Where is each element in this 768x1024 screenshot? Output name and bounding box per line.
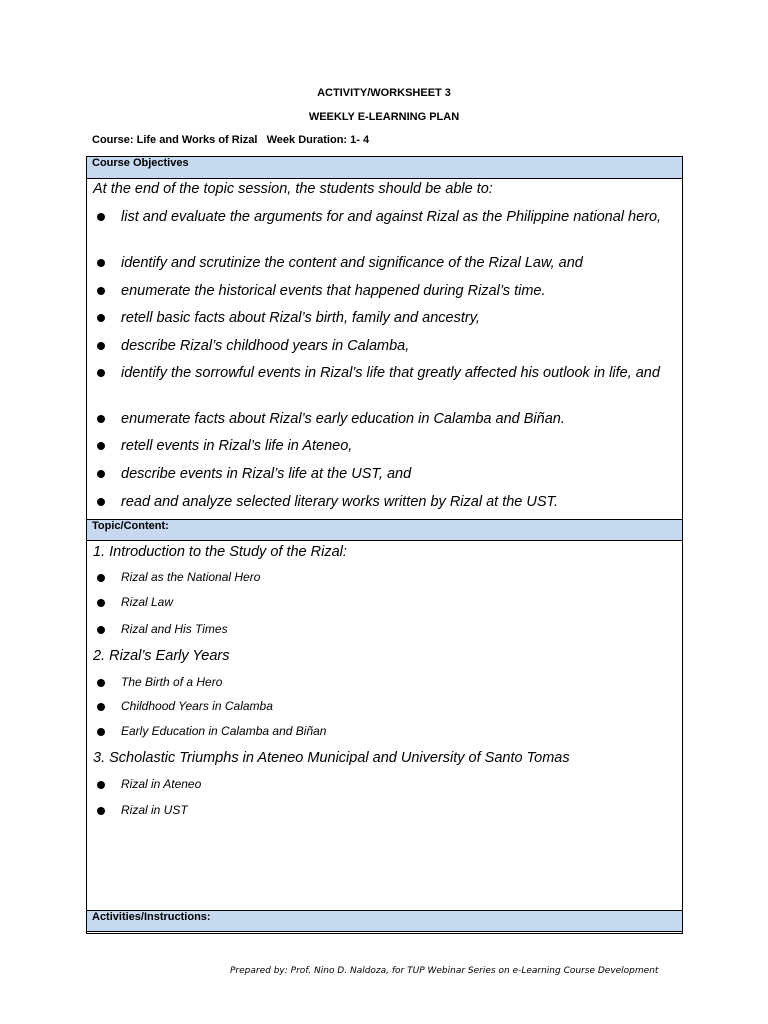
objective-item: identify the sorrowful events in Rizal’s life that greatly affected his outlook in life, and (94, 364, 674, 382)
course-objectives-heading: Course Objectives (87, 157, 682, 179)
bullet-icon (97, 599, 105, 607)
bullet-icon (97, 259, 105, 267)
worksheet-title: ACTIVITY/WORKSHEET 3 (317, 87, 451, 99)
topic-section-title: 2. Rizal’s Early Years (93, 648, 230, 664)
activities-heading: Activities/Instructions: (87, 910, 682, 932)
footer-credit: Prepared by: Prof. Nino D. Naldoza, for TUP Webinar Series on e-Learning Course Development (230, 966, 659, 976)
bullet-icon (97, 626, 105, 634)
bullet-icon (97, 415, 105, 423)
course-line: Course: Life and Works of Rizal Week Duration: 1- 4 (92, 134, 370, 146)
objective-item: read and analyze selected literary works written by Rizal at the UST. (94, 493, 674, 511)
topic-item: Childhood Years in Calamba (94, 699, 273, 713)
bullet-icon (97, 342, 105, 350)
topic-item: Rizal Law (94, 595, 173, 609)
bullet-icon (97, 781, 105, 789)
bullet-icon (97, 679, 105, 687)
topic-item: The Birth of a Hero (94, 675, 222, 689)
bullet-icon (97, 314, 105, 322)
topic-item: Rizal in Ateneo (94, 777, 201, 791)
bullet-icon (97, 470, 105, 478)
topic-item: Rizal in UST (94, 803, 188, 817)
objectives-intro: At the end of the topic session, the students should be able to: (93, 181, 493, 197)
objective-item: list and evaluate the arguments for and against Rizal as the Philippine national hero, (94, 208, 674, 226)
objective-item: describe Rizal’s childhood years in Calamba, (94, 337, 674, 355)
plan-table (86, 156, 683, 934)
topic-item: Early Education in Calamba and Biñan (94, 724, 326, 738)
objective-item: retell basic facts about Rizal’s birth, family and ancestry, (94, 309, 674, 327)
bullet-icon (97, 213, 105, 221)
topic-item: Rizal and His Times (94, 622, 228, 636)
objective-item: enumerate facts about Rizal’s early education in Calamba and Biñan. (94, 410, 674, 428)
topic-section-title: 1. Introduction to the Study of the Rizal: (93, 544, 347, 560)
bullet-icon (97, 498, 105, 506)
topic-content-heading: Topic/Content: (87, 519, 682, 541)
bullet-icon (97, 728, 105, 736)
objective-item: retell events in Rizal’s life in Ateneo, (94, 437, 674, 455)
bullet-icon (97, 287, 105, 295)
bullet-icon (97, 369, 105, 377)
bullet-icon (97, 442, 105, 450)
bullet-icon (97, 574, 105, 582)
bullet-icon (97, 703, 105, 711)
topic-section-title: 3. Scholastic Triumphs in Ateneo Municipal and University of Santo Tomas (93, 750, 570, 766)
objective-item: enumerate the historical events that happened during Rizal’s time. (94, 282, 674, 300)
plan-title: WEEKLY E-LEARNING PLAN (308, 111, 460, 123)
topic-item: Rizal as the National Hero (94, 570, 260, 584)
objective-item: identify and scrutinize the content and significance of the Rizal Law, and (94, 254, 674, 272)
objective-item: describe events in Rizal’s life at the UST, and (94, 465, 674, 483)
bullet-icon (97, 807, 105, 815)
